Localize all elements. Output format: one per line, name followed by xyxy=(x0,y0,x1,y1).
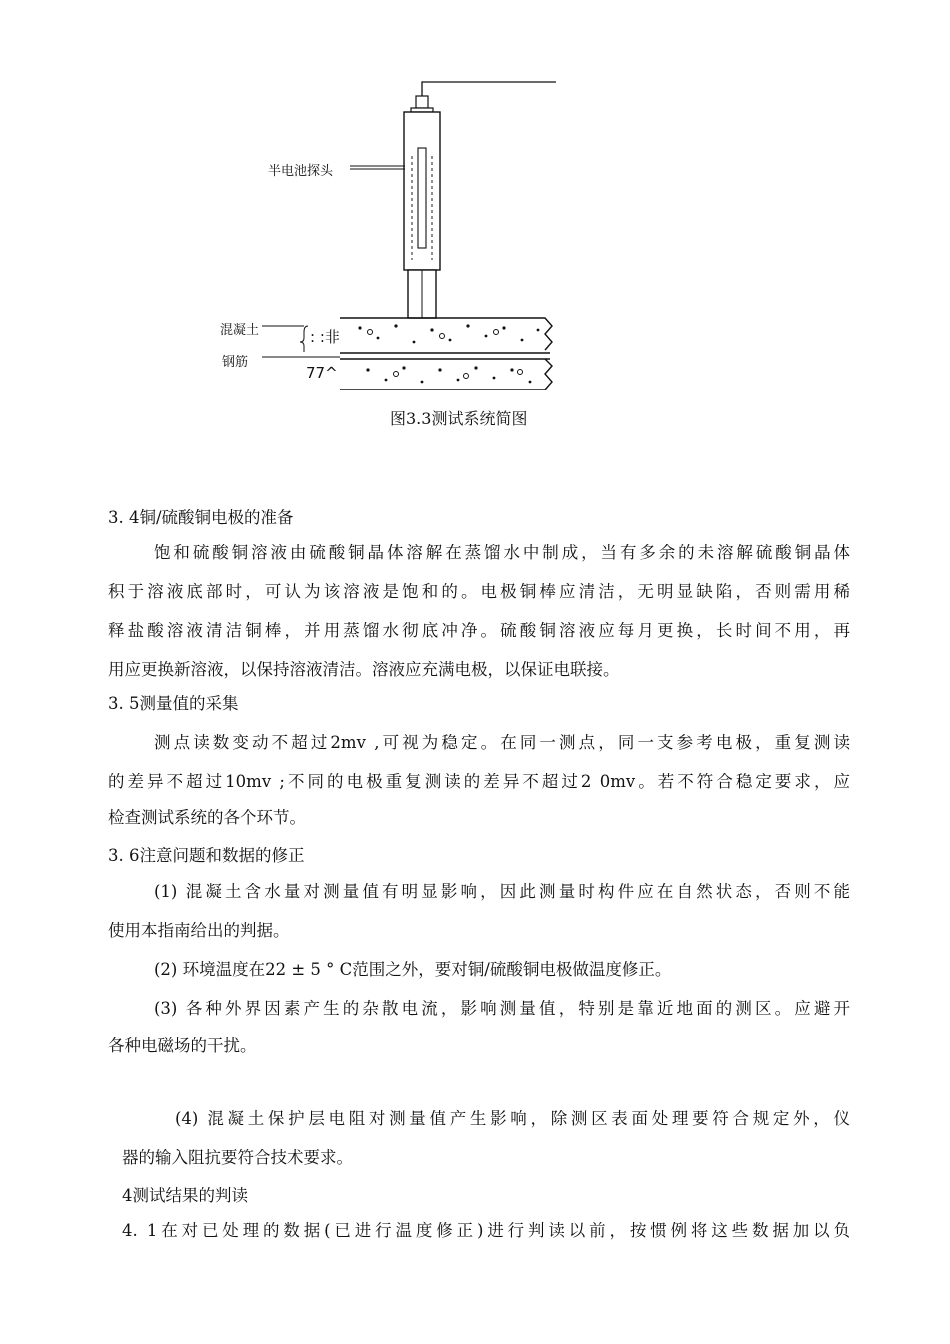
figure-mark-a: : :非 xyxy=(310,328,340,346)
paragraph-line: 各种电磁场的干扰。 xyxy=(108,1036,257,1055)
paragraph-line: 积于溶液底部时，可认为该溶液是饱和的。电极铜棒应清洁，无明显缺陷，否则需用稀 xyxy=(108,582,850,601)
paragraph-line: 饱和硫酸铜溶液由硫酸铜晶体溶解在蒸馏水中制成，当有多余的未溶解硫酸铜晶体 xyxy=(154,543,850,562)
section-heading-4: 4测试结果的判读 xyxy=(122,1186,248,1205)
paragraph-line: (3) 各种外界因素产生的杂散电流，影响测量值，特别是靠近地面的测区。应避开 xyxy=(154,999,850,1018)
section-heading-3-4: 3. 4铜/硫酸铜电极的准备 xyxy=(108,508,294,527)
section-heading-3-5: 3. 5测量值的采集 xyxy=(108,694,239,713)
paragraph-line: 用应更换新溶液，以保持溶液清洁。溶液应充满电极，以保证电联接。 xyxy=(108,660,620,679)
figure-mark-b: 77^ xyxy=(306,364,338,382)
label-probe: 半电池探头 xyxy=(268,164,334,179)
paragraph-line: 释盐酸溶液清洁铜棒，并用蒸馏水彻底冲净。硫酸铜溶液应每月更换，长时间不用，再 xyxy=(108,621,850,640)
section-heading-3-6: 3. 6注意问题和数据的修正 xyxy=(108,846,305,865)
figure-caption: 图3.3测试系统简图 xyxy=(390,409,528,428)
diagram-drawing xyxy=(200,70,570,390)
paragraph-line: (1) 混凝土含水量对测量值有明显影响，因此测量时构件应在自然状态，否则不能 xyxy=(154,882,850,901)
paragraph-line: (2) 环境温度在22 ± 5 ° C范围之外，要对铜/硫酸铜电极做温度修正。 xyxy=(154,960,672,979)
paragraph-line: 检查测试系统的各个环节。 xyxy=(108,808,306,827)
test-system-diagram xyxy=(200,70,570,390)
paragraph-line: 测点读数变动不超过2mv ,可视为稳定。在同一测点，同一支参考电极，重复测读 xyxy=(154,733,850,752)
paragraph-line: (4) 混凝土保护层电阻对测量值产生影响，除测区表面处理要符合规定外，仪 xyxy=(175,1109,850,1128)
paragraph-line: 使用本指南给出的判据。 xyxy=(108,921,290,940)
label-rebar: 钢筋 xyxy=(222,355,249,370)
paragraph-line: 器的输入阻抗要符合技术要求。 xyxy=(122,1148,353,1167)
paragraph-line: 的差异不超过10mv ;不同的电极重复测读的差异不超过2 0mv。若不符合稳定要求，应 xyxy=(108,772,850,791)
label-concrete: 混凝土 xyxy=(220,323,260,338)
paragraph-line: 4. 1在对已处理的数据(已进行温度修正)进行判读以前，按惯例将这些数据加以负 xyxy=(122,1221,850,1240)
